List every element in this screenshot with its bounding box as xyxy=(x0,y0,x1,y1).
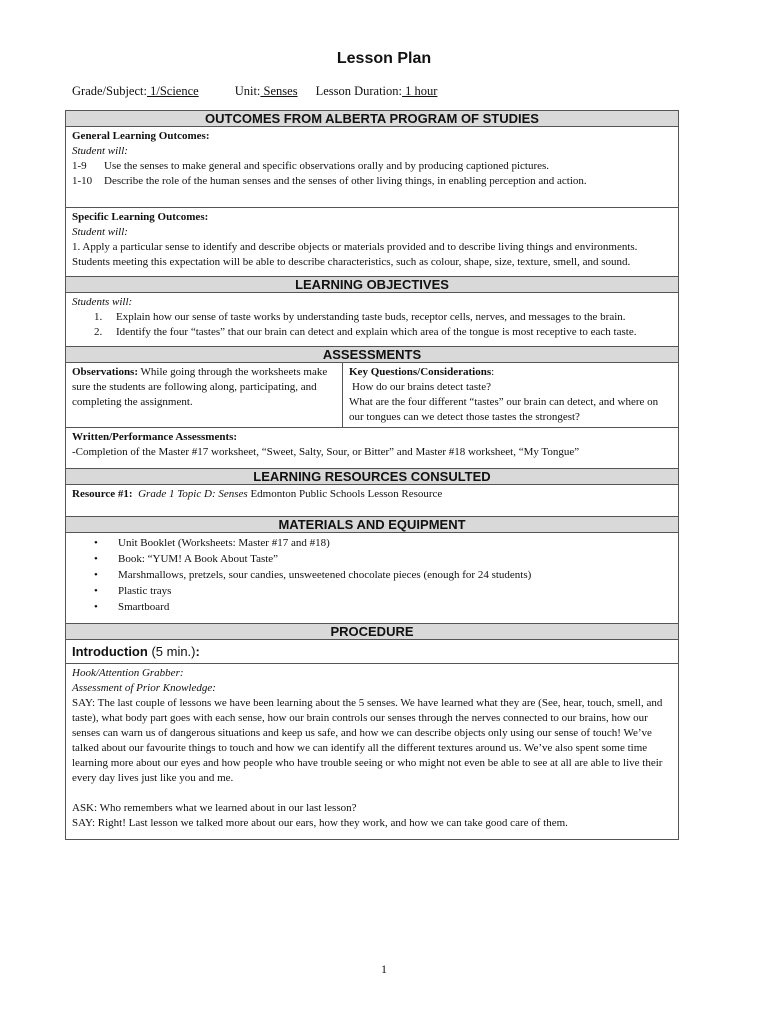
assessments-header: ASSESSMENTS xyxy=(66,346,678,363)
lesson-table xyxy=(65,110,679,840)
general-outcomes-intro: Student will: xyxy=(72,145,128,157)
procedure-header: PROCEDURE xyxy=(66,623,678,640)
specific-outcomes-cell xyxy=(66,208,678,276)
introduction-time: (5 min.) xyxy=(147,644,196,659)
observations-text: While going through the worksheets make sure the students are following along, participating, and completing the assignment. xyxy=(72,366,328,408)
page-title: Lesson Plan xyxy=(336,50,432,67)
hook-label: Hook/Attention Grabber: xyxy=(72,667,184,679)
written-assessment-text: -Completion of the Master #17 worksheet, “Sweet, Salty, Sour, or Bitter” and Master #18 worksheet, “My Tongue” xyxy=(72,446,580,458)
resources-cell xyxy=(66,485,678,516)
item-text: Book: “YUM! A Book About Taste” xyxy=(118,553,279,565)
grade-value: 1/Science xyxy=(146,84,199,98)
materials-header: MATERIALS AND EQUIPMENT xyxy=(66,516,678,533)
specific-outcomes-intro: Student will: xyxy=(72,226,128,238)
materials-list xyxy=(72,535,672,615)
unit-label: Unit: xyxy=(234,84,261,98)
general-outcome-item xyxy=(72,174,672,189)
key-question-2: What are the four different “tastes” our brain can detect, and where on our tongues can we detect those tastes the strongest? xyxy=(349,396,659,423)
item-text: Smartboard xyxy=(118,601,170,613)
written-assessment-label: Written/Performance Assessments: xyxy=(72,431,238,443)
specific-outcomes-text: 1. Apply a particular sense to identify and describe objects or materials provided and to describe living things and environments. Students meeting this expectation will be able to describe characteristics, such as colour, shape, size, texture, smell, and sound. xyxy=(72,241,638,268)
outcome-text: Use the senses to make general and specific observations orally and by producing captioned pictures. xyxy=(104,160,550,172)
observations-label: Observations: xyxy=(72,366,138,378)
outcome-text: Describe the role of the human senses and the senses of other living things, in enabling perception and action. xyxy=(104,175,587,187)
item-text: Identify the four “tastes” that our brain can detect and explain which area of the tongue is most receptive to each taste. xyxy=(116,326,637,338)
item-text: Marshmallows, pretzels, sour candies, unsweetened chocolate pieces (enough for 24 students) xyxy=(118,569,532,581)
list-item: • Marshmallows, pretzels, sour candies, unsweetened chocolate pieces (enough for 24 students) xyxy=(94,569,532,581)
resource-label: Resource #1: xyxy=(72,488,133,500)
assessments-row xyxy=(66,363,678,428)
list-item: • Book: “YUM! A Book About Taste” xyxy=(94,553,279,565)
general-outcomes-cell xyxy=(66,127,678,208)
materials-cell xyxy=(66,533,678,623)
duration-value: 1 hour xyxy=(402,84,438,98)
objectives-intro: Students will: xyxy=(72,296,133,308)
general-outcome-item xyxy=(72,159,672,174)
outcomes-header: OUTCOMES FROM ALBERTA PROGRAM OF STUDIES xyxy=(66,111,678,127)
say-paragraph-1: SAY: The last couple of lessons we have been learning about the 5 senses. We have learned what they are (See, hear, touch, smell, and taste), what body part goes with each sense, how our brain controls our senses through the nerves connected to our brains, how our senses can warn us of dangerous situations and keep us safe, and how we can describe objects only using our sense of touch! We’ve talked about our favourite things to touch and how we can identify all the different textures around us. We’ve also spent some time learning more about our eyes and how people who have trouble seeing or who might not even be able to see at all are able to live their every day lives just like you and me. xyxy=(72,697,663,784)
general-outcomes-title: General Learning Outcomes: xyxy=(72,130,210,142)
list-item xyxy=(94,325,672,340)
list-item: • Smartboard xyxy=(94,601,170,613)
resources-header: LEARNING RESOURCES CONSULTED xyxy=(66,468,678,485)
key-questions-label: Key Questions/Considerations xyxy=(349,366,492,378)
item-text: Plastic trays xyxy=(118,585,172,597)
outcome-number: 1-10 xyxy=(72,175,93,187)
written-assessment-cell xyxy=(66,428,678,468)
unit-value: Senses xyxy=(260,84,298,98)
specific-outcomes-title: Specific Learning Outcomes: xyxy=(72,211,209,223)
item-text: Explain how our sense of taste works by understanding taste buds, receptor cells, nerves, and messages to the brain. xyxy=(116,311,626,323)
objectives-header: LEARNING OBJECTIVES xyxy=(66,276,678,293)
key-questions-colon: : xyxy=(491,366,495,378)
item-text: Unit Booklet (Worksheets: Master #17 and #18) xyxy=(118,537,330,549)
outcome-number: 1-9 xyxy=(72,160,87,172)
grade-label: Grade/Subject: xyxy=(72,84,147,98)
key-questions-cell xyxy=(343,363,678,427)
lesson-meta xyxy=(72,84,437,99)
list-item: • Plastic trays xyxy=(94,585,172,597)
list-item: • Unit Booklet (Worksheets: Master #17 and #18) xyxy=(94,537,330,549)
introduction-heading xyxy=(66,640,678,664)
item-number: 2. xyxy=(94,326,103,338)
observations-cell xyxy=(66,363,343,427)
objectives-list xyxy=(72,310,672,340)
key-question-1: How do our brains detect taste? xyxy=(352,381,491,393)
page-number: 1 xyxy=(381,962,387,976)
resource-rest: Edmonton Public Schools Lesson Resource xyxy=(247,488,443,500)
objectives-cell xyxy=(66,293,678,346)
introduction-colon: : xyxy=(195,644,200,659)
introduction-cell xyxy=(66,664,678,839)
item-number: 1. xyxy=(94,311,103,323)
list-item xyxy=(94,310,672,325)
ask-paragraph: ASK: Who remembers what we learned about in our last lesson? xyxy=(72,802,357,814)
duration-label: Lesson Duration: xyxy=(315,84,403,98)
prior-knowledge-label: Assessment of Prior Knowledge: xyxy=(72,682,216,694)
say-paragraph-2: SAY: Right! Last lesson we talked more about our ears, how they work, and how we can take good care of them. xyxy=(72,817,568,829)
introduction-label: Introduction xyxy=(72,644,148,659)
resource-title: Grade 1 Topic D: Senses xyxy=(138,488,248,500)
